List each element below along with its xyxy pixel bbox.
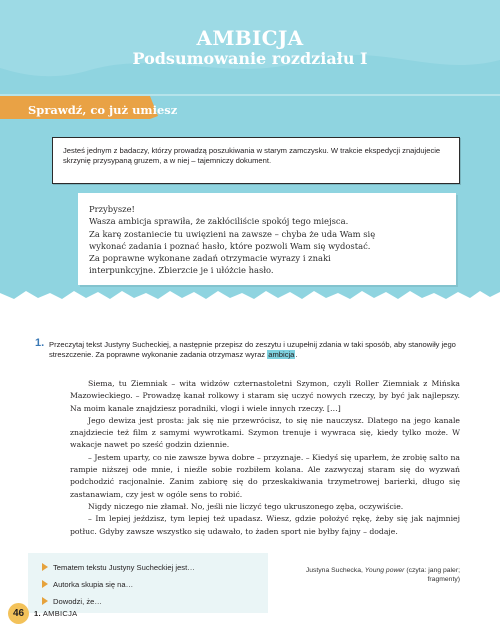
story-paragraph: – Jestem uparty, co nie zawsze bywa dobre – przyznaje. – Kiedyś się uparłem, że zrobię salto na rampie niższej ode mnie, i nieźle sobie rozbiłem kolana. Ale zazwyczaj staram się do wyzwań podchodzić racjonalnie. Zanim zabiorę się do przeskakiwania trzymetrowej barierki, długo się zastanawiam, czy jest w ogóle sens to robić.	[70, 452, 460, 499]
page-title: AMBICJA	[196, 26, 304, 50]
note-line: interpunkcyjne. Zbierzcie je i ułóżcie hasło.	[89, 265, 274, 276]
arrow-right-icon	[42, 563, 48, 571]
page-subtitle: Podsumowanie rozdziału I	[132, 49, 368, 68]
note-line: Wasza ambicja sprawiła, że zakłóciliście spokój tego miejsca.	[89, 216, 349, 227]
note-line: Za karę zostaniecie tu uwięzieni na zawsze – chyba że uda Wam się	[89, 228, 376, 239]
source-rest: (czyta: jang paler; fragmenty)	[406, 567, 460, 583]
arrow-right-icon	[42, 597, 48, 605]
story-paragraph: Nigdy niczego nie złamał. No, jeśli nie liczyć tego ukruszonego zęba, oczywiście.	[88, 501, 404, 511]
chapter-number: 1.	[34, 609, 41, 618]
hints-box	[28, 553, 268, 613]
story-paragraph: – Im lepiej jeździsz, tym lepiej też upadasz. Wiesz, gdzie położyć rękę, żeby się jak najmniej potłuc. Gdyby zawsze wszystko się udawało, to żaden sport nie byłby fajny – dodaje.	[70, 514, 460, 536]
chapter-label	[34, 609, 77, 618]
task-text-end: .	[295, 350, 298, 360]
task-number: 1.	[35, 337, 45, 349]
hint-text: Autorka skupia się na…	[53, 580, 134, 589]
source-work: Young power	[364, 567, 405, 574]
hint-item	[42, 563, 195, 572]
task-instruction	[49, 340, 475, 360]
page-number-badge: 46	[8, 603, 29, 624]
source-citation	[300, 566, 460, 584]
arrow-right-icon	[42, 580, 48, 588]
reward-word-highlight: ambicja	[268, 350, 295, 360]
note-line: Za poprawne wykonane zadań otrzymacie wyrazy i znaki	[89, 253, 331, 264]
note-line: wykonać zadania i poznać hasło, które pozwoli Wam się wydostać.	[89, 240, 371, 251]
instruction-box	[52, 137, 460, 184]
hint-item	[42, 597, 102, 606]
story-paragraph: Jego dewiza jest prosta: jak się nie przewrócisz, to się nie nauczysz. Dlatego na jego kanale znajdziecie też film z samymi wywrotkami. Szymon trenuje i wywraca się, kiedy tylko może. W wakacje nawet po sześć godzin dziennie.	[70, 415, 460, 450]
task-1	[35, 337, 475, 360]
hint-text: Tematem tekstu Justyny Sucheckiej jest…	[53, 563, 195, 572]
instruction-text: Jesteś jednym z badaczy, którzy prowadzą poszukiwania w starym zamczysku. W trakcie ekspedycji znajdujecie skrzynię przysypaną gruzem, a w niej – tajemniczy dokument.	[63, 146, 441, 165]
task-text: Przeczytaj tekst Justyny Sucheckiej, a następnie przepisz do zeszytu i uzupełnij zdania w taki sposób, aby stanowiły jego streszczenie. Za poprawne wykonanie zadania otrzymasz wyraz	[49, 340, 456, 360]
note-text	[89, 203, 449, 277]
source-author: Justyna Suchecka,	[305, 567, 363, 574]
section-tab-label: Sprawdź, co już umiesz	[28, 103, 178, 117]
hint-item	[42, 580, 133, 589]
hint-text: Dowodzi, że…	[53, 597, 102, 606]
story-paragraph: Siema, tu Ziemniak – wita widzów czternastoletni Szymon, czyli Roller Ziemniak z Mińska Mazowieckiego. – Prowadzę kanał rolkowy i staram się uczyć nowych rzeczy, by być jak najlepszy. Na moim kanale znajdziesz poradniki, vlogi i wiele innych rzeczy. […]	[70, 379, 460, 413]
note-line: Przybysze!	[89, 204, 135, 214]
chapter-name: AMBICJA	[42, 609, 78, 618]
mysterious-document	[78, 193, 456, 285]
story-text	[70, 378, 460, 538]
